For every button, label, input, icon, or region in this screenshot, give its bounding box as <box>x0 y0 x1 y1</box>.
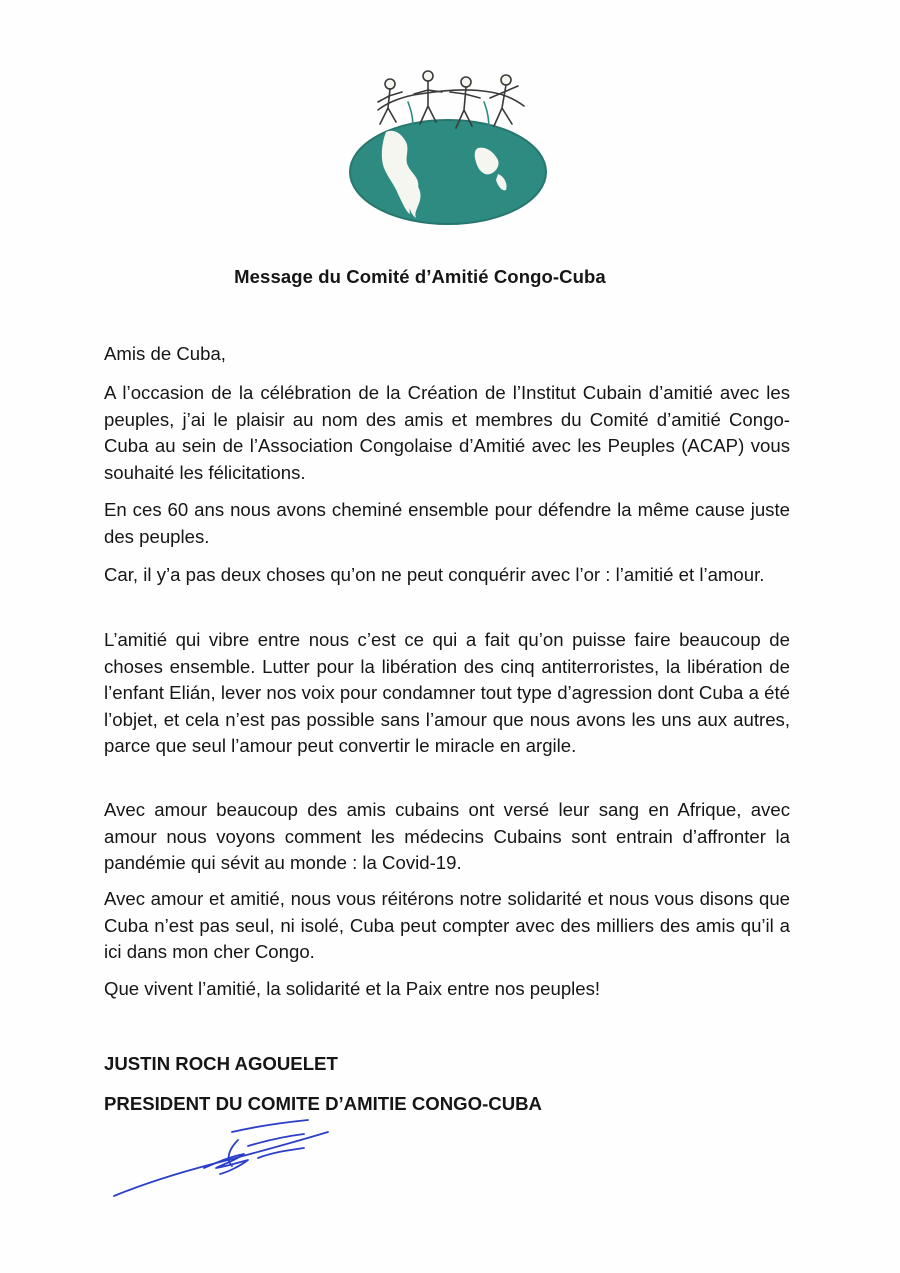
signatory-title: PRESIDENT DU COMITE D’AMITIE CONGO-CUBA <box>104 1093 542 1114</box>
signatory-name: JUSTIN ROCH AGOUELET <box>104 1053 338 1074</box>
signature-icon <box>108 1110 348 1206</box>
globe-icon <box>350 120 546 224</box>
paragraph-celebration: A l’occasion de la célébration de la Création de l’Institut Cubain d’amitié avec les peuples, j’ai le plaisir au nom des amis et membres du Comité d’amitié Congo-Cuba au sein de l’Association Congolaise d’Amitié avec les Peuples (ACAP) vous souhaité les félicitations. <box>104 382 790 483</box>
paragraph-africa: Avec amour beaucoup des amis cubains ont versé leur sang en Afrique, avec amour nous voyons comment les médecins Cubains sont entrain d’affronter la pandémie qui sévit au monde : la Covid-19. <box>104 799 790 873</box>
salutation: Amis de Cuba, <box>104 343 226 364</box>
committee-logo <box>348 62 548 226</box>
paragraph-solidarity: Avec amour et amitié, nous vous réitérons notre solidarité et nous vous disons que Cuba n’est pas seul, ni isolé, Cuba peut compter avec des milliers des amis qu’il a ici dans mon cher Congo. <box>104 888 790 962</box>
paragraph-together: L’amitié qui vibre entre nous c’est ce qui a fait qu’on puisse faire beaucoup de choses ensemble. Lutter pour la libération des cinq antiterroristes, la libération de l’enfant Elián, lever nos voix pour condamner tout type d’agression dont Cuba a été l’objet, et cela n’est pas possible sans l’amour que nous avons les uns aux autres, parce que seul l’amour peut convertir le miracle en argile. <box>104 629 790 756</box>
letter-title: Message du Comité d’Amitié Congo-Cuba <box>234 266 606 287</box>
paragraph-friendship-love: Car, il y’a pas deux choses qu’on ne peut conquérir avec l’or : l’amitié et l’amour. <box>104 564 765 585</box>
paragraph-closing: Que vivent l’amitié, la solidarité et la Paix entre nos peuples! <box>104 978 601 999</box>
paragraph-sixty-years: En ces 60 ans nous avons cheminé ensemble pour défendre la même cause juste des peuples. <box>104 499 790 547</box>
